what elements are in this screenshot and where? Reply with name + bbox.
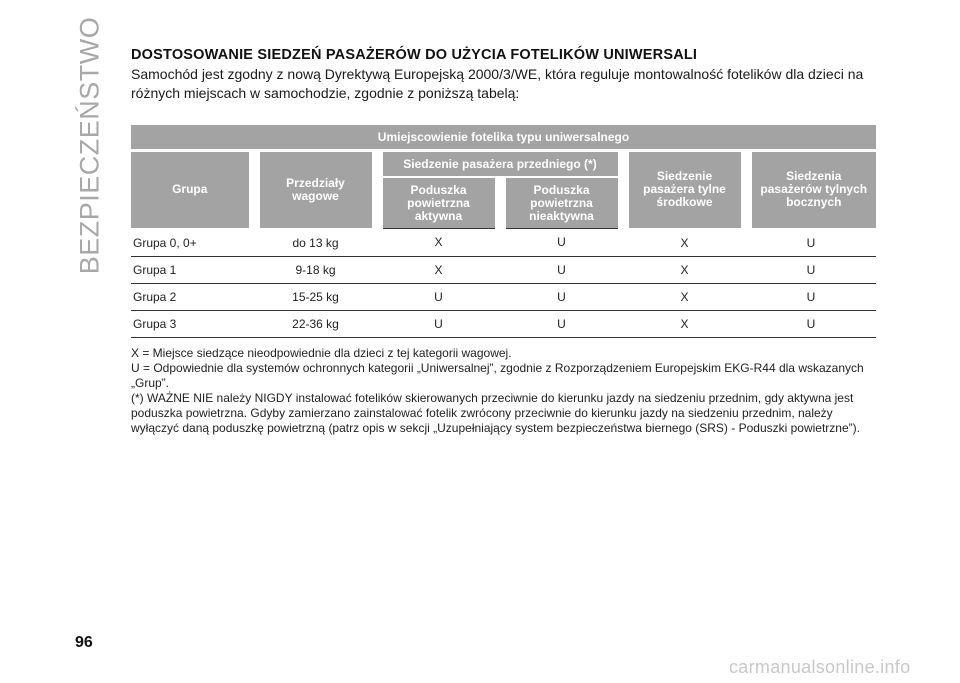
cell-group: Grupa 1 [131,256,254,283]
cell-group: Grupa 2 [131,283,254,310]
cell-airbag-inactive: U [500,256,623,283]
cell-weight: 9-18 kg [254,256,377,283]
child-seat-table [131,125,876,338]
section-title: BEZPIECZEŃSTWO [74,16,105,274]
cell-rear-center: X [623,283,746,310]
cell-rear-center: X [623,256,746,283]
table-row [131,256,876,283]
cell-rear-center: X [623,229,746,257]
table-row [131,229,876,257]
header-rear-side: Siedzenia pasażerów tylnych bocznych [746,151,876,229]
cell-airbag-active: X [377,256,500,283]
note-important-warning: (*) WAŻNE NIE należy NIGDY instalować fotelików skierowanych przeciwnie do kierunku jazdy na siedzeniu przednim, gdy aktywna jest poduszka powietrzna. Gdyby zamierzano zainstalować fotelik zwrócony przeciwnie do kierunku jazdy na siedzeniu przednim, należy wyłączyć daną poduszkę powietrzną (patrz opis w sekcji „Uzupełniający system bezpieczeństwa biernego (SRS) - Poduszki powietrzne”). [131,390,860,435]
cell-rear-side: U [746,310,876,337]
table-row [131,310,876,337]
table-notes [131,346,876,436]
cell-airbag-active: U [377,310,500,337]
header-front-seat: Siedzenie pasażera przedniego (*) [377,151,623,178]
header-rear-center: Siedzenie pasażera tylne środkowe [623,151,746,229]
cell-rear-side: U [746,283,876,310]
cell-group: Grupa 3 [131,310,254,337]
section-heading: DOSTOSOWANIE SIEDZEŃ PASAŻERÓW DO UŻYCIA FOTELIKÓW UNIWERSALI [131,47,698,63]
section-side-title [60,16,120,274]
cell-airbag-active: U [377,283,500,310]
cell-airbag-inactive: U [500,229,623,257]
cell-airbag-inactive: U [500,310,623,337]
header-weight: Przedziały wagowe [254,151,377,229]
cell-weight: 22-36 kg [254,310,377,337]
intro-paragraph: Samochód jest zgodny z nową Dyrektywą Europejską 2000/3/WE, która reguluje montowalność fotelików dla dzieci na różnych miejscach w samochodzie, zgodnie z poniższą tabelą: [131,66,864,101]
header-airbag-inactive: Poduszka powietrzna nieaktywna [500,177,623,229]
header-airbag-active: Poduszka powietrzna aktywna [377,177,500,229]
cell-rear-side: U [746,256,876,283]
note-u-legend: U = Odpowiednie dla systemów ochronnych kategorii „Uniwersalnej”, zgodnie z Rozporządzeniem Europejskim EKG-R44 dla wskazanych „Grup”. [131,360,864,390]
note-x-legend: X = Miejsce siedzące nieodpowiednie dla dzieci z tej kategorii wagowej. [131,345,512,360]
cell-weight: do 13 kg [254,229,377,257]
cell-rear-side: U [746,229,876,257]
page-number: 96 [75,634,93,651]
cell-airbag-active: X [377,229,500,257]
cell-rear-center: X [623,310,746,337]
watermark: carmanualsonline.info [729,657,911,677]
table-title: Umiejscowienie fotelika typu uniwersalnego [131,125,876,151]
header-group: Grupa [131,151,254,229]
page-content [131,46,876,436]
table-row [131,283,876,310]
cell-airbag-inactive: U [500,283,623,310]
cell-group: Grupa 0, 0+ [131,229,254,257]
cell-weight: 15-25 kg [254,283,377,310]
